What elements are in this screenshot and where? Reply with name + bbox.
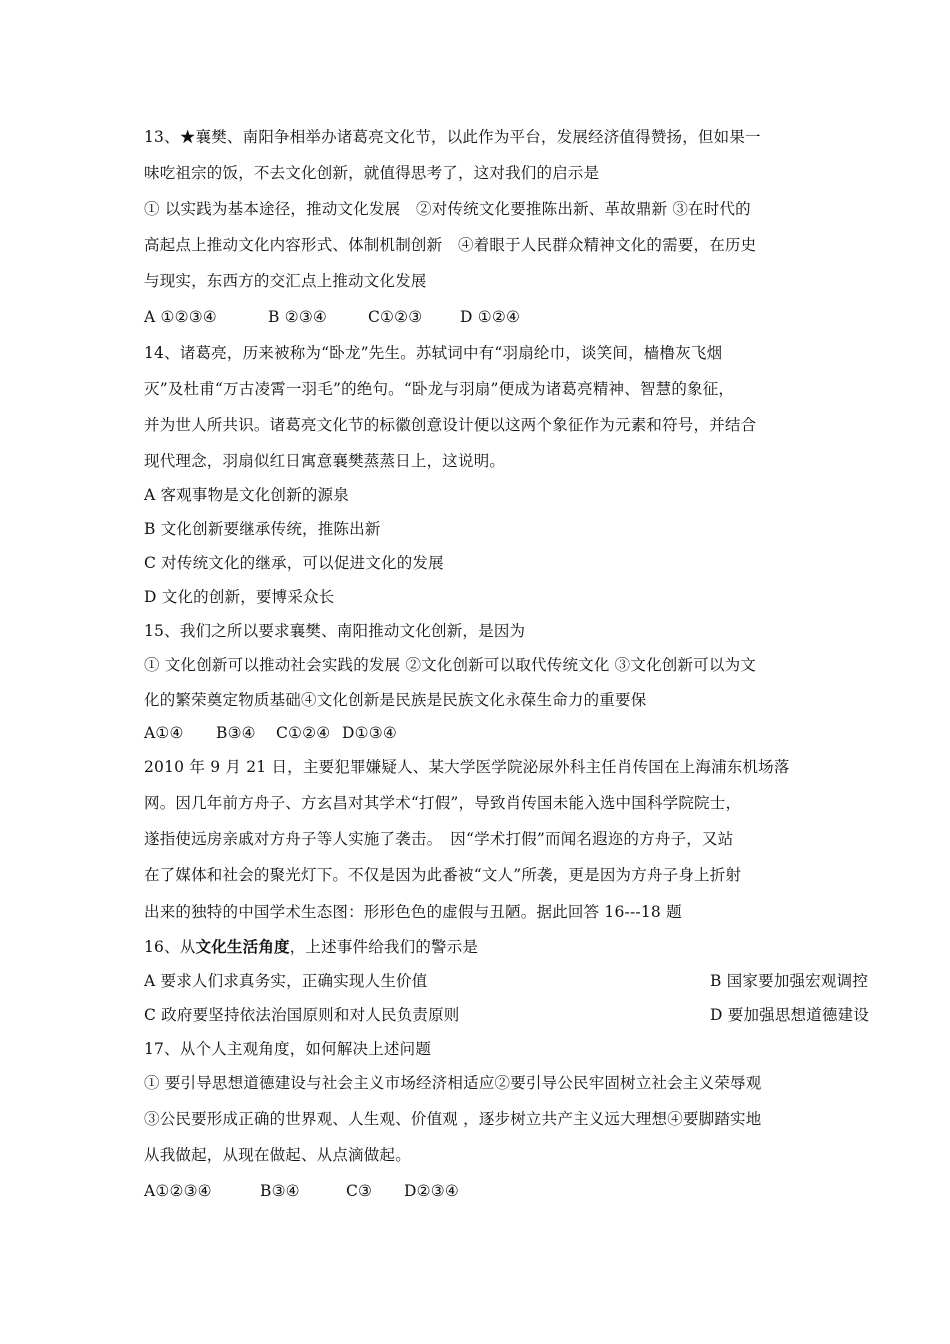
q16-option-d: D 要加强思想道德建设 (710, 1006, 870, 1024)
q13-stem-line-2: 味吃祖宗的饭，不去文化创新，就值得思考了，这对我们的启示是 (144, 164, 600, 182)
q13-statement-line-1: ① 以实践为基本途径，推动文化发展 ②对传统文化要推陈出新、革故鼎新 ③在时代的 (144, 200, 751, 218)
q17-option-b: B③④ (260, 1182, 300, 1200)
q14-option-d: D 文化的创新，要博采众长 (144, 588, 335, 606)
q17-option-d: D②③④ (404, 1182, 459, 1200)
q17-statement-line-1: ① 要引导思想道德建设与社会主义市场经济相适应②要引导公民牢固树立社会主义荣辱观 (144, 1074, 762, 1092)
q14-stem-line-4: 现代理念，羽扇似红日寓意襄樊蒸蒸日上，这说明。 (144, 452, 506, 470)
q16-stem-suffix: ，上述事件给我们的警示是 (289, 938, 479, 956)
q13-option-b: B ②③④ (268, 308, 328, 326)
q15-option-d: D①③④ (342, 724, 397, 742)
q16-options-row-2 (144, 1005, 870, 1025)
q15-option-c: C①②④ (276, 724, 331, 742)
q17-statement-line-3: 从我做起，从现在做起、从点滴做起。 (144, 1146, 411, 1164)
q17-stem: 17、从个人主观角度，如何解决上述问题 (144, 1040, 432, 1058)
q15-option-b: B③④ (216, 724, 256, 742)
q14-stem-line-1: 14、诸葛亮，历来被称为“卧龙”先生。苏轼词中有“羽扇纶巾，谈笑间，樯橹灰飞烟 (144, 344, 723, 362)
q17-options (144, 1181, 459, 1201)
q16-option-b: B 国家要加强宏观调控 (710, 972, 869, 990)
q17-statement-line-2: ③公民要形成正确的世界观、人生观、价值观 ，逐步树立共产主义远大理想④要脚踏实地 (144, 1110, 762, 1128)
q16-options-row-1 (144, 971, 869, 991)
q13-option-d: D ①②④ (460, 308, 521, 326)
passage-line-4: 在了媒体和社会的聚光灯下。不仅是因为此番被“文人”所袭，更是因为方舟子身上折射 (144, 866, 742, 884)
q15-stem: 15、我们之所以要求襄樊、南阳推动文化创新，是因为 (144, 622, 526, 640)
q15-statement-line-2: 化的繁荣奠定物质基础④文化创新是民族是民族文化永葆生命力的重要保 (144, 691, 647, 709)
q15-statement-line-1: ① 文化创新可以推动社会实践的发展 ②文化创新可以取代传统文化 ③文化创新可以为文 (144, 656, 756, 674)
q16-option-c: C 政府要坚持依法治国原则和对人民负责原则 (144, 1006, 460, 1024)
q15-option-a: A①④ (144, 724, 184, 742)
passage-line-1: 2010 年 9 月 21 日，主要犯罪嫌疑人、某大学医学院泌尿外科主任肖传国在上海浦东机场落 (144, 758, 790, 776)
q13-statement-line-2: 高起点上推动文化内容形式、体制机制创新 ④着眼于人民群众精神文化的需要，在历史 (144, 236, 757, 254)
q14-stem-line-2: 灭”及杜甫“万古凌霄一羽毛”的绝句。“卧龙与羽扇”便成为诸葛亮精神、智慧的象征， (144, 380, 735, 398)
q14-option-b: B 文化创新要继承传统，推陈出新 (144, 520, 381, 538)
q14-option-a: A 客观事物是文化创新的源泉 (144, 486, 349, 504)
q16-stem (144, 937, 478, 957)
passage-line-2: 网。因几年前方舟子、方玄昌对其学术“打假”，导致肖传国未能入选中国科学院院士， (144, 794, 742, 812)
q16-stem-prefix: 16、从 (144, 938, 196, 956)
q13-statement-line-3: 与现实，东西方的交汇点上推动文化发展 (144, 272, 427, 290)
q13-options (144, 307, 520, 327)
q13-option-c: C①②③ (368, 308, 423, 326)
q14-option-c: C 对传统文化的继承，可以促进文化的发展 (144, 554, 444, 572)
q16-option-a: A 要求人们求真务实，正确实现人生价值 (144, 972, 428, 990)
passage-line-5: 出来的独特的中国学术生态图：形形色色的虚假与丑陋。据此回答 16---18 题 (144, 903, 682, 921)
passage-line-3: 遂指使远房亲戚对方舟子等人实施了袭击。 因“学术打假”而闻名遐迩的方舟子，又站 (144, 830, 734, 848)
q14-stem-line-3: 并为世人所共识。诸葛亮文化节的标徽创意设计便以这两个象征作为元素和符号，并结合 (144, 416, 757, 434)
q16-stem-emphasis: 文化生活角度 (195, 937, 290, 956)
q17-option-c: C③ (346, 1182, 373, 1200)
q15-options (144, 723, 397, 743)
q13-stem-line-1: 13、★襄樊、南阳争相举办诸葛亮文化节，以此作为平台，发展经济值得赞扬，但如果一 (144, 128, 761, 146)
q17-option-a: A①②③④ (144, 1182, 212, 1200)
q13-option-a: A ①②③④ (144, 308, 217, 326)
